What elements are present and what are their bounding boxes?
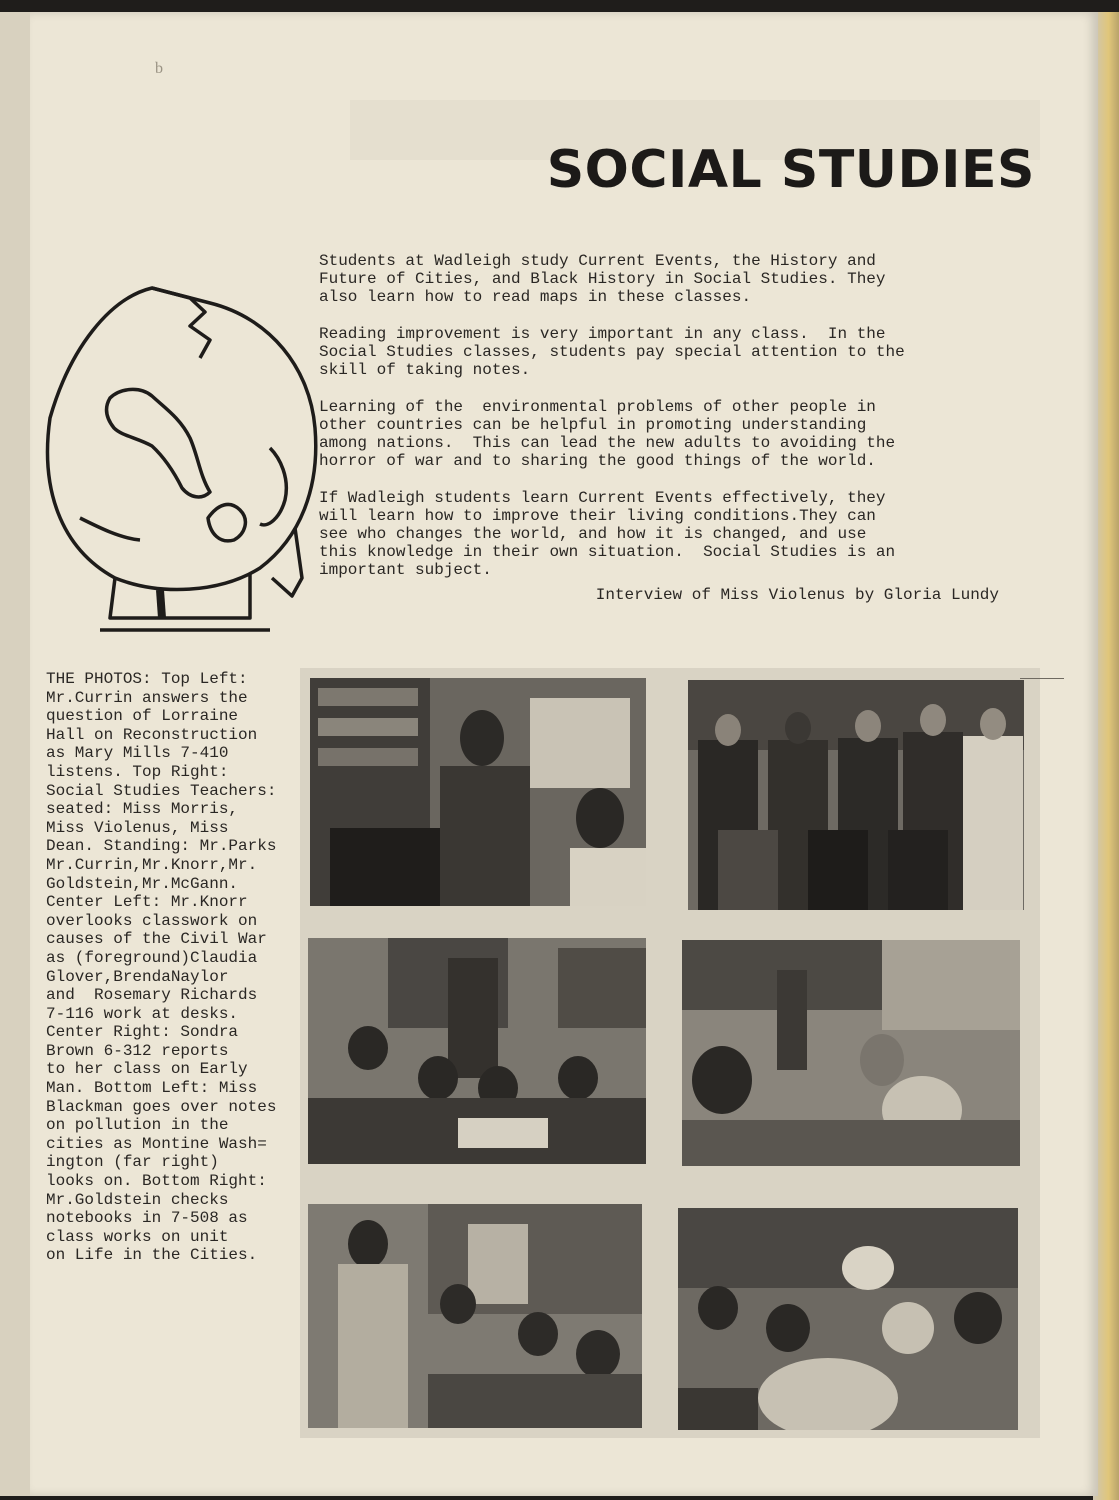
article-byline: Interview of Miss Violenus by Gloria Lundy — [595, 586, 999, 604]
photo-grid — [300, 668, 1040, 1438]
article-paragraph-3: Learning of the environmental problems of other people in other countries can be helpful in promoting understanding among nations. This can lead the new adults to avoiding the horror of war and to sharing the good things of the world. — [319, 398, 896, 470]
photo-bottom-left — [308, 1204, 642, 1428]
article-paragraph-2: Reading improvement is very important in any class. In the Social Studies classes, students pay special attention to the skill of taking notes. — [319, 325, 905, 379]
article-paragraph-1: Students at Wadleigh study Current Events, the History and Future of Cities, and Black History in Social Studies. They also learn how to read maps in these classes. — [319, 252, 886, 306]
photo-top-right — [688, 680, 1024, 910]
page-title: SOCIAL STUDIES — [546, 140, 1035, 200]
photo-center-left — [308, 938, 646, 1164]
photo-bottom-right — [678, 1208, 1018, 1430]
classroom-photo-icon — [308, 1204, 642, 1428]
article-body — [319, 252, 999, 623]
teachers-photo-icon — [688, 680, 1024, 910]
article-paragraph-4: If Wadleigh students learn Current Events effectively, they will learn how to improve their living conditions.They can see who changes the world, and how it is changed, and use this knowledge in their own situation. Social Studies is an important subject. — [319, 489, 896, 579]
classroom-photo-icon — [678, 1208, 1018, 1430]
previous-page-edge — [0, 12, 30, 1496]
classroom-photo-icon — [310, 678, 646, 906]
margin-rule — [1020, 678, 1064, 679]
photo-top-left — [310, 678, 646, 906]
classroom-photo-icon — [682, 940, 1020, 1166]
photo-center-right — [682, 940, 1020, 1166]
globe-icon — [40, 278, 330, 646]
page-mark: b — [155, 60, 163, 77]
photo-caption: THE PHOTOS: Top Left: Mr.Currin answers the question of Lorraine Hall on Reconstruction as Mary Mills 7-410 listens. Top Right: Social Studies Teachers: seated: Miss Morris, Miss Violenus, Miss Dean. Standing: Mr.Parks Mr.Currin,Mr.Knorr,Mr. Goldstein,Mr.McGann. Center Left: Mr.Knorr overlooks classwork on causes of the Civil War as (foreground)Claudia Glover,BrendaNaylor and Rosemary Richards 7-116 work at desks. Center Right: Sondra Brown 6-312 reports to her class on Early Man. Bottom Left: Miss Blackman goes over notes on pollution in the cities as Montine Wash= ington (far right) looks on. Bottom Right: Mr.Goldstein checks notebooks in 7-508 as class works on unit on Life in the Cities. — [46, 670, 277, 1265]
classroom-photo-icon — [308, 938, 646, 1164]
globe-illustration — [40, 278, 330, 646]
